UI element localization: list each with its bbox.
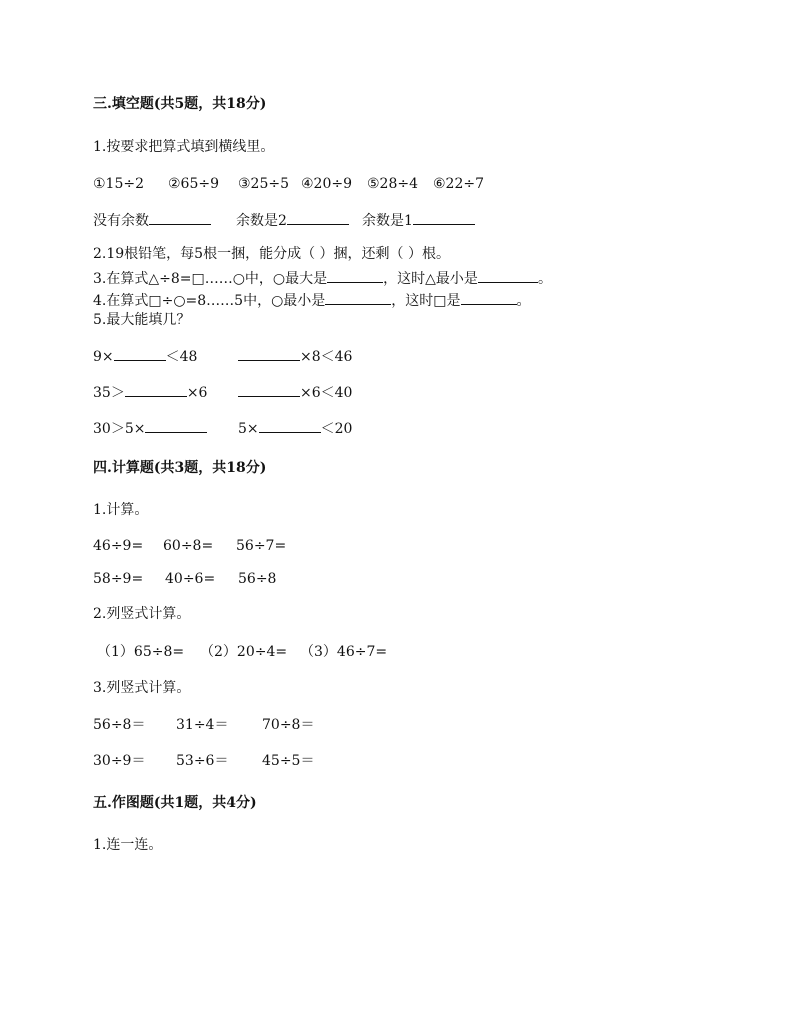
answer-blank[interactable] xyxy=(287,210,349,225)
s4-q3-expr: 30÷9＝ xyxy=(93,753,146,769)
s4-q1-expr: 46÷9= xyxy=(93,538,144,554)
answer-blank[interactable] xyxy=(238,346,300,361)
s3-q5-row1-right xyxy=(238,346,352,366)
s5-q1-prompt: 1.连一连。 xyxy=(93,837,163,853)
s3-q1-option-4: ④20÷9 xyxy=(301,176,353,192)
s3-q5-row3-right xyxy=(238,418,352,438)
category-label: 没有余数 xyxy=(93,213,149,229)
s4-q3-expr: 53÷6＝ xyxy=(176,753,229,769)
s4-q1-expr: 40÷6= xyxy=(165,571,216,587)
expr-pre: 35＞ xyxy=(93,385,125,401)
s4-q3-expr: 45÷5＝ xyxy=(262,753,315,769)
s3-q1-option-6: ⑥22÷7 xyxy=(433,176,485,192)
s4-q1-prompt: 1.计算。 xyxy=(93,502,149,518)
expr-pre: 30＞5× xyxy=(93,421,146,437)
expr-post: ×6 xyxy=(186,385,208,401)
q4-text-c: 。 xyxy=(516,293,531,309)
s4-q2-prompt: 2.列竖式计算。 xyxy=(93,606,191,622)
s3-q3 xyxy=(93,268,552,288)
s3-q4 xyxy=(93,290,531,310)
section4-title: 四.计算题(共3题，共18分) xyxy=(93,460,267,476)
category-label: 余数是2 xyxy=(236,213,287,229)
s4-q1-expr: 58÷9= xyxy=(93,571,144,587)
s4-q2-expr: （3）46÷7= xyxy=(300,644,388,660)
s3-q5-prompt: 5.最大能填几？ xyxy=(93,312,191,328)
s4-q1-expr: 56÷7= xyxy=(236,538,287,554)
s3-q2: 2.19根铅笔，每5根一捆，能分成（ ）捆，还剩（ ）根。 xyxy=(93,246,450,262)
s3-q5-row2-left xyxy=(93,382,207,402)
s3-q5-row2-right xyxy=(238,382,352,402)
s3-q1-option-3: ③25÷5 xyxy=(238,176,290,192)
s3-q1-option-1: ①15÷2 xyxy=(93,176,145,192)
answer-blank[interactable] xyxy=(238,382,300,397)
q4-text-a: 4.在算式□÷○=8……5中，○最小是 xyxy=(93,293,326,309)
q3-text-c: 。 xyxy=(537,271,552,287)
answer-blank[interactable] xyxy=(149,210,211,225)
answer-blank[interactable] xyxy=(327,268,383,283)
answer-blank[interactable] xyxy=(114,346,166,361)
s3-q1-prompt: 1.按要求把算式填到横线里。 xyxy=(93,139,275,155)
s4-q3-expr: 31÷4＝ xyxy=(176,717,229,733)
answer-blank[interactable] xyxy=(259,418,321,433)
answer-blank[interactable] xyxy=(325,290,391,305)
s3-q1-option-5: ⑤28÷4 xyxy=(367,176,419,192)
s3-q5-row3-left xyxy=(93,418,207,438)
category-label: 余数是1 xyxy=(362,213,413,229)
q3-text-a: 3.在算式△÷8=□……○中，○最大是 xyxy=(93,271,328,287)
answer-blank[interactable] xyxy=(413,210,475,225)
s3-q1-category-no-remainder xyxy=(93,210,211,230)
expr-pre: 9× xyxy=(93,349,114,365)
answer-blank[interactable] xyxy=(125,382,187,397)
expr-pre: 5× xyxy=(238,421,259,437)
answer-blank[interactable] xyxy=(461,290,517,305)
q4-text-b: ，这时□是 xyxy=(391,293,461,309)
section5-title: 五.作图题(共1题，共4分) xyxy=(93,795,257,811)
s3-q5-row1-left xyxy=(93,346,197,366)
expr-post: ×6＜40 xyxy=(300,385,353,401)
section3-title: 三.填空题(共5题，共18分) xyxy=(93,96,267,112)
expr-post: ＜20 xyxy=(320,421,353,437)
s4-q2-expr: （2）20÷4= xyxy=(200,644,288,660)
expr-post: ×8＜46 xyxy=(300,349,353,365)
s4-q3-expr: 70÷8＝ xyxy=(262,717,315,733)
s4-q2-expr: （1）65÷8= xyxy=(97,644,185,660)
answer-blank[interactable] xyxy=(145,418,207,433)
expr-post: ＜48 xyxy=(165,349,198,365)
s4-q1-expr: 56÷8 xyxy=(238,571,277,587)
s4-q3-prompt: 3.列竖式计算。 xyxy=(93,680,191,696)
s3-q1-option-2: ②65÷9 xyxy=(168,176,220,192)
s4-q3-expr: 56÷8＝ xyxy=(93,717,146,733)
s4-q1-expr: 60÷8= xyxy=(163,538,214,554)
s3-q1-category-remainder-1 xyxy=(362,210,475,230)
s3-q1-category-remainder-2 xyxy=(236,210,349,230)
answer-blank[interactable] xyxy=(478,268,538,283)
q3-text-b: ，这时△最小是 xyxy=(383,271,478,287)
